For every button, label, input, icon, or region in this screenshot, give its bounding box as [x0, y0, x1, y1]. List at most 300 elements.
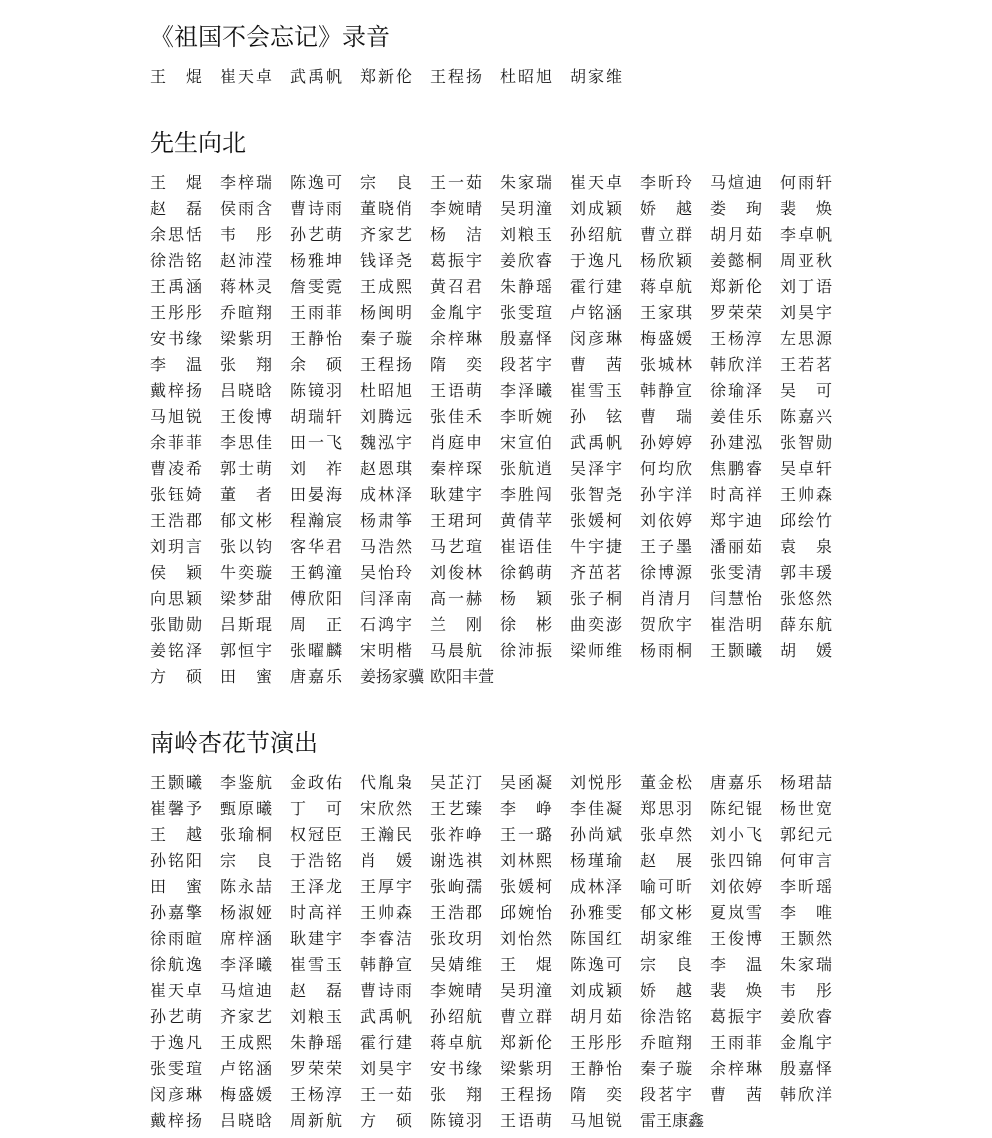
person-name: 李胜闯: [500, 485, 552, 504]
person-name: 周亚秋: [780, 251, 832, 270]
person-name: 杨淑娅: [220, 903, 272, 922]
person-name: 侯雨含: [220, 199, 272, 218]
person-name: 张勖勋: [150, 615, 202, 634]
person-name: 崔天卓: [150, 981, 202, 1000]
person-name: 石鸿宇: [360, 615, 412, 634]
person-name: 杨珺喆: [780, 773, 832, 792]
person-name: 郑新伦: [360, 67, 412, 86]
person-name: 于浩铭: [290, 851, 342, 870]
person-name: 秦梓琛: [430, 459, 482, 478]
person-name: 孙铭阳: [150, 851, 202, 870]
person-name: 田 蜜: [150, 877, 202, 896]
person-name: 郁文彬: [640, 903, 692, 922]
person-name: 韩欣洋: [710, 355, 762, 374]
person-name: 朱家瑞: [500, 173, 552, 192]
person-name: 赵 磊: [150, 199, 202, 218]
person-name: 王静怡: [290, 329, 342, 348]
person-name: 张智尧: [570, 485, 622, 504]
person-name: 韩静宣: [360, 955, 412, 974]
person-name: 杨世宽: [780, 799, 832, 818]
person-name: 徐浩铭: [640, 1007, 692, 1026]
person-name: 姜铭泽: [150, 641, 202, 660]
person-name: 裴 焕: [780, 199, 832, 218]
person-name: 张以钧: [220, 537, 272, 556]
person-name: 肖清月: [640, 589, 692, 608]
person-name: 客华君: [290, 537, 342, 556]
person-name: 郑宇迪: [710, 511, 762, 530]
person-name: 王颢然: [780, 929, 832, 948]
person-name: 肖 媛: [360, 851, 412, 870]
person-name: 娄 珣: [710, 199, 762, 218]
person-name: 罗荣荣: [290, 1059, 342, 1078]
person-name: 王颢曦: [150, 773, 202, 792]
person-name: 余思恬: [150, 225, 202, 244]
person-name: 左思源: [780, 329, 832, 348]
person-name: 王彤彤: [570, 1033, 622, 1052]
person-name: 权冠臣: [290, 825, 342, 844]
person-name: 何审言: [780, 851, 832, 870]
person-name: 张祚峥: [430, 825, 482, 844]
person-name: 王鹤潼: [290, 563, 342, 582]
person-name: 安书缘: [430, 1059, 482, 1078]
person-name: 王一璐: [500, 825, 552, 844]
person-name: 武禹帆: [360, 1007, 412, 1026]
person-name: 耿建宇: [290, 929, 342, 948]
section-nanling-performance: [150, 726, 850, 1134]
person-name: 胡瑞轩: [290, 407, 342, 426]
person-name: 刘昊宇: [360, 1059, 412, 1078]
person-name: 田晏海: [290, 485, 342, 504]
person-name: 王珺珂: [430, 511, 482, 530]
person-name: 王子墨: [640, 537, 692, 556]
person-name: 牛奕璇: [220, 563, 272, 582]
person-name: 曹立群: [640, 225, 692, 244]
person-name: 蒋卓航: [430, 1033, 482, 1052]
person-name: 孙建泓: [710, 433, 762, 452]
person-name: 郭纪元: [780, 825, 832, 844]
person-name: 宋欣然: [360, 799, 412, 818]
person-name: 张航逍: [500, 459, 552, 478]
person-name: 马煊迪: [220, 981, 272, 1000]
person-name: 王 焜: [150, 173, 202, 192]
person-name: 刘玥言: [150, 537, 202, 556]
person-name: 殷嘉怿: [500, 329, 552, 348]
person-name: 卢铭涵: [220, 1059, 272, 1078]
person-name: 张媛柯: [570, 511, 622, 530]
person-name: 王帅森: [780, 485, 832, 504]
person-name: 梁紫玥: [220, 329, 272, 348]
person-name: 朱静瑶: [500, 277, 552, 296]
person-name: 吴函凝: [500, 773, 552, 792]
person-name: 曹诗雨: [290, 199, 342, 218]
person-name: 王杨淳: [290, 1085, 342, 1104]
person-name: 武禹帆: [290, 67, 342, 86]
person-name: 杨 颖: [500, 589, 552, 608]
person-name: 喻可昕: [640, 877, 692, 896]
person-name: 郑思羽: [640, 799, 692, 818]
person-name: 李睿洁: [360, 929, 412, 948]
person-name: 杜昭旭: [360, 381, 412, 400]
person-name: 姜懿桐: [710, 251, 762, 270]
person-name: 潘丽茹: [710, 537, 762, 556]
person-name: 张悠然: [780, 589, 832, 608]
person-name: 崔雪玉: [570, 381, 622, 400]
person-name: 刘怡然: [500, 929, 552, 948]
person-name: 张雯清: [710, 563, 762, 582]
person-name: 孙绍航: [570, 225, 622, 244]
person-name: 徐鹤萌: [500, 563, 552, 582]
person-name: 王语萌: [430, 381, 482, 400]
person-name: 于逸凡: [150, 1033, 202, 1052]
person-name: 王颢曦: [710, 641, 762, 660]
person-name: 蒋林灵: [220, 277, 272, 296]
person-name: 王程扬: [360, 355, 412, 374]
person-name: 田一飞: [290, 433, 342, 452]
person-name: 宗 良: [360, 173, 412, 192]
person-name: 夏岚雪: [710, 903, 762, 922]
person-name: 段茗宇: [500, 355, 552, 374]
person-name: 张媛柯: [500, 877, 552, 896]
person-name: 闫慧怡: [710, 589, 762, 608]
person-name: 梁师维: [570, 641, 622, 660]
person-name: 韦 彤: [220, 225, 272, 244]
person-name: 李卓帆: [780, 225, 832, 244]
person-name: 于逸凡: [570, 251, 622, 270]
person-name: 高一赫: [430, 589, 482, 608]
person-name: 姜扬家骥: [360, 667, 425, 686]
person-name: 乔暄翔: [640, 1033, 692, 1052]
person-name: 魏泓宇: [360, 433, 412, 452]
name-list: [150, 64, 870, 90]
person-name: 徐沛振: [500, 641, 552, 660]
section-title: 南岭杏花节演出: [150, 729, 318, 757]
person-name: 孙 铉: [570, 407, 622, 426]
person-name: 王俊博: [220, 407, 272, 426]
person-name: 李佳凝: [570, 799, 622, 818]
person-name: 刘成颖: [570, 981, 622, 1000]
person-name: 席梓涵: [220, 929, 272, 948]
person-name: 崔馨予: [150, 799, 202, 818]
person-name: 李 唯: [780, 903, 832, 922]
person-name: 吴泽宇: [570, 459, 622, 478]
person-name: 孙婷婷: [640, 433, 692, 452]
person-name: 葛振宇: [710, 1007, 762, 1026]
person-name: 刘俊林: [430, 563, 482, 582]
person-name: 刘粮玉: [290, 1007, 342, 1026]
person-name: 王程扬: [430, 67, 482, 86]
person-name: 韩欣洋: [780, 1085, 832, 1104]
person-name: 裴 焕: [710, 981, 762, 1000]
person-name: 吴婧维: [430, 955, 482, 974]
person-name: 张四锦: [710, 851, 762, 870]
person-name: 吴芷汀: [430, 773, 482, 792]
person-name: 王程扬: [500, 1085, 552, 1104]
person-name: 姜欣睿: [500, 251, 552, 270]
person-name: 崔天卓: [220, 67, 272, 86]
person-name: 杜昭旭: [500, 67, 552, 86]
person-name: 闫泽南: [360, 589, 412, 608]
person-name: 王杨淳: [710, 329, 762, 348]
person-name: 傅欣阳: [290, 589, 342, 608]
person-name: 欧阳丰萱: [430, 667, 495, 686]
person-name: 齐家艺: [360, 225, 412, 244]
person-name: 张 翔: [220, 355, 272, 374]
person-name: 宗 良: [640, 955, 692, 974]
person-name: 孙艺萌: [290, 225, 342, 244]
person-name: 刘成颖: [570, 199, 622, 218]
person-name: 杨闽明: [360, 303, 412, 322]
person-name: 谢选祺: [430, 851, 482, 870]
person-name: 兰 刚: [430, 615, 482, 634]
person-name: 金胤宇: [430, 303, 482, 322]
person-name: 曲奕澎: [570, 615, 622, 634]
person-name: 黄倩苹: [500, 511, 552, 530]
person-name: 赵 展: [640, 851, 692, 870]
person-name: 余 硕: [290, 355, 342, 374]
person-name: 曹 茜: [570, 355, 622, 374]
person-name: 曹诗雨: [360, 981, 412, 1000]
person-name: 李 温: [150, 355, 202, 374]
person-name: 刘丁语: [780, 277, 832, 296]
person-name: 张子桐: [570, 589, 622, 608]
person-name: 梁紫玥: [500, 1059, 552, 1078]
person-name: 胡月茹: [710, 225, 762, 244]
person-name: 姜欣睿: [780, 1007, 832, 1026]
person-name: 曹立群: [500, 1007, 552, 1026]
person-name: 张钰婍: [150, 485, 202, 504]
person-name: 吴怡玲: [360, 563, 412, 582]
person-name: 方 硕: [360, 1111, 412, 1130]
person-name: 马旭锐: [150, 407, 202, 426]
person-name: 马旭锐: [570, 1111, 622, 1130]
person-name: 隋 奕: [570, 1085, 622, 1104]
person-name: 隋 奕: [430, 355, 482, 374]
person-name: 李 峥: [500, 799, 552, 818]
person-name: 孙绍航: [430, 1007, 482, 1026]
person-name: 胡家维: [640, 929, 692, 948]
person-name: 金政佑: [290, 773, 342, 792]
person-name: 杨 洁: [430, 225, 482, 244]
person-name: 赵沛滢: [220, 251, 272, 270]
person-name: 刘粮玉: [500, 225, 552, 244]
person-name: 李鉴航: [220, 773, 272, 792]
person-name: 何均欣: [640, 459, 692, 478]
person-name: 董金松: [640, 773, 692, 792]
person-name: 代胤枭: [360, 773, 412, 792]
person-name: 成林泽: [570, 877, 622, 896]
person-name: 李泽曦: [500, 381, 552, 400]
person-name: 张佳禾: [430, 407, 482, 426]
person-name: 唐嘉乐: [290, 667, 342, 686]
person-name: 李昕玲: [640, 173, 692, 192]
person-name: 李婉晴: [430, 199, 482, 218]
person-name: 赵 磊: [290, 981, 342, 1000]
person-name: 陈国红: [570, 929, 622, 948]
person-name: 刘悦彤: [570, 773, 622, 792]
person-name: 张玫玥: [430, 929, 482, 948]
person-name: 马煊迪: [710, 173, 762, 192]
person-name: 马浩然: [360, 537, 412, 556]
person-name: 梅盛媛: [640, 329, 692, 348]
person-name: 闵彦琳: [150, 1085, 202, 1104]
person-name: 孙尚斌: [570, 825, 622, 844]
person-name: 吕晓晗: [220, 1111, 272, 1130]
person-name: 吴玥潼: [500, 981, 552, 1000]
person-name: 段茗宇: [640, 1085, 692, 1104]
person-name: 王帅森: [360, 903, 412, 922]
person-name: 时高祥: [710, 485, 762, 504]
person-name: 程瀚宸: [290, 511, 342, 530]
person-name: 韩静宣: [640, 381, 692, 400]
person-name: 王 越: [150, 825, 202, 844]
person-name: 曹 茜: [710, 1085, 762, 1104]
person-name: 宋明楷: [360, 641, 412, 660]
section-recording: [150, 20, 870, 90]
person-name: 侯 颖: [150, 563, 202, 582]
person-name: 徐航逸: [150, 955, 202, 974]
person-name: 徐 彬: [500, 615, 552, 634]
person-name: 唐嘉乐: [710, 773, 762, 792]
person-name: 周 正: [290, 615, 342, 634]
person-name: 时高祥: [290, 903, 342, 922]
person-name: 葛振宇: [430, 251, 482, 270]
person-name: 牛宇捷: [570, 537, 622, 556]
person-name: 郑新伦: [710, 277, 762, 296]
person-name: 王一茹: [360, 1085, 412, 1104]
person-name: 梁梦甜: [220, 589, 272, 608]
person-name: 霍行建: [570, 277, 622, 296]
person-name: 秦子璇: [640, 1059, 692, 1078]
person-name: 蒋卓航: [640, 277, 692, 296]
person-name: 王成熙: [220, 1033, 272, 1052]
person-name: 朱静瑶: [290, 1033, 342, 1052]
person-name: 李思佳: [220, 433, 272, 452]
person-name: 曹 瑞: [640, 407, 692, 426]
person-name: 秦子璇: [360, 329, 412, 348]
person-name: 薛东航: [780, 615, 832, 634]
person-name: 向思颖: [150, 589, 202, 608]
person-name: 方 硕: [150, 667, 202, 686]
name-list: [150, 770, 850, 1134]
person-name: 王彤彤: [150, 303, 202, 322]
person-name: 杨欣颖: [640, 251, 692, 270]
person-name: 张智勋: [780, 433, 832, 452]
person-name: 宋宣伯: [500, 433, 552, 452]
person-name: 雷王康鑫: [640, 1111, 705, 1130]
person-name: 肖庭申: [430, 433, 482, 452]
person-name: 崔雪玉: [290, 955, 342, 974]
person-name: 王浩郡: [150, 511, 202, 530]
document: [150, 20, 870, 1130]
person-name: 吴玥潼: [500, 199, 552, 218]
person-name: 陈逸可: [290, 173, 342, 192]
person-name: 马艺瑄: [430, 537, 482, 556]
person-name: 吴 可: [780, 381, 832, 400]
person-name: 张瑜桐: [220, 825, 272, 844]
person-name: 王一茹: [430, 173, 482, 192]
person-name: 崔天卓: [570, 173, 622, 192]
person-name: 杨雅坤: [290, 251, 342, 270]
person-name: 杨肃筝: [360, 511, 412, 530]
person-name: 殷嘉怿: [780, 1059, 832, 1078]
person-name: 梅盛媛: [220, 1085, 272, 1104]
person-name: 王家琪: [640, 303, 692, 322]
person-name: 郑新伦: [500, 1033, 552, 1052]
person-name: 董晓俏: [360, 199, 412, 218]
section-title: 先生向北: [150, 129, 246, 157]
person-name: 成林泽: [360, 485, 412, 504]
person-name: 卢铭涵: [570, 303, 622, 322]
person-name: 陈纪锟: [710, 799, 762, 818]
person-name: 王浩郡: [430, 903, 482, 922]
person-name: 王若茗: [780, 355, 832, 374]
person-name: 孙雅雯: [570, 903, 622, 922]
name-list: [150, 170, 850, 690]
person-name: 王语萌: [500, 1111, 552, 1130]
person-name: 孙嘉擎: [150, 903, 202, 922]
person-name: 刘腾远: [360, 407, 412, 426]
person-name: 胡月茹: [570, 1007, 622, 1026]
person-name: 周新航: [290, 1111, 342, 1130]
person-name: 戴梓扬: [150, 1111, 202, 1130]
person-name: 李泽曦: [220, 955, 272, 974]
person-name: 吕斯琨: [220, 615, 272, 634]
person-name: 丁 可: [290, 799, 342, 818]
person-name: 田 蜜: [220, 667, 272, 686]
person-name: 齐茁茗: [570, 563, 622, 582]
person-name: 姜佳乐: [710, 407, 762, 426]
person-name: 崔语佳: [500, 537, 552, 556]
person-name: 王 焜: [500, 955, 552, 974]
person-name: 刘 祚: [290, 459, 342, 478]
person-name: 李梓瑞: [220, 173, 272, 192]
person-name: 徐瑜泽: [710, 381, 762, 400]
person-name: 王泽龙: [290, 877, 342, 896]
person-name: 王雨菲: [710, 1033, 762, 1052]
person-name: 邱绘竹: [780, 511, 832, 530]
person-name: 胡 媛: [780, 641, 832, 660]
person-name: 金胤宇: [780, 1033, 832, 1052]
person-name: 何雨轩: [780, 173, 832, 192]
person-name: 张雯瑄: [500, 303, 552, 322]
person-name: 徐雨暄: [150, 929, 202, 948]
person-name: 余梓琳: [430, 329, 482, 348]
person-name: 曹凌希: [150, 459, 202, 478]
person-name: 贺欣宇: [640, 615, 692, 634]
person-name: 戴梓扬: [150, 381, 202, 400]
person-name: 黄召君: [430, 277, 482, 296]
person-name: 郭丰瑗: [780, 563, 832, 582]
person-name: 王艺臻: [430, 799, 482, 818]
person-name: 李 温: [710, 955, 762, 974]
person-name: 王俊博: [710, 929, 762, 948]
section-title: 《祖国不会忘记》录音: [150, 23, 390, 51]
person-name: 徐浩铭: [150, 251, 202, 270]
person-name: 王静怡: [570, 1059, 622, 1078]
person-name: 刘依婷: [640, 511, 692, 530]
person-name: 王雨菲: [290, 303, 342, 322]
person-name: 武禹帆: [570, 433, 622, 452]
person-name: 张 翔: [430, 1085, 482, 1104]
person-name: 刘小飞: [710, 825, 762, 844]
person-name: 张曜麟: [290, 641, 342, 660]
person-name: 张卓然: [640, 825, 692, 844]
person-name: 甄原曦: [220, 799, 272, 818]
person-name: 余梓琳: [710, 1059, 762, 1078]
person-name: 张峋孺: [430, 877, 482, 896]
person-name: 宗 良: [220, 851, 272, 870]
person-name: 陈逸可: [570, 955, 622, 974]
